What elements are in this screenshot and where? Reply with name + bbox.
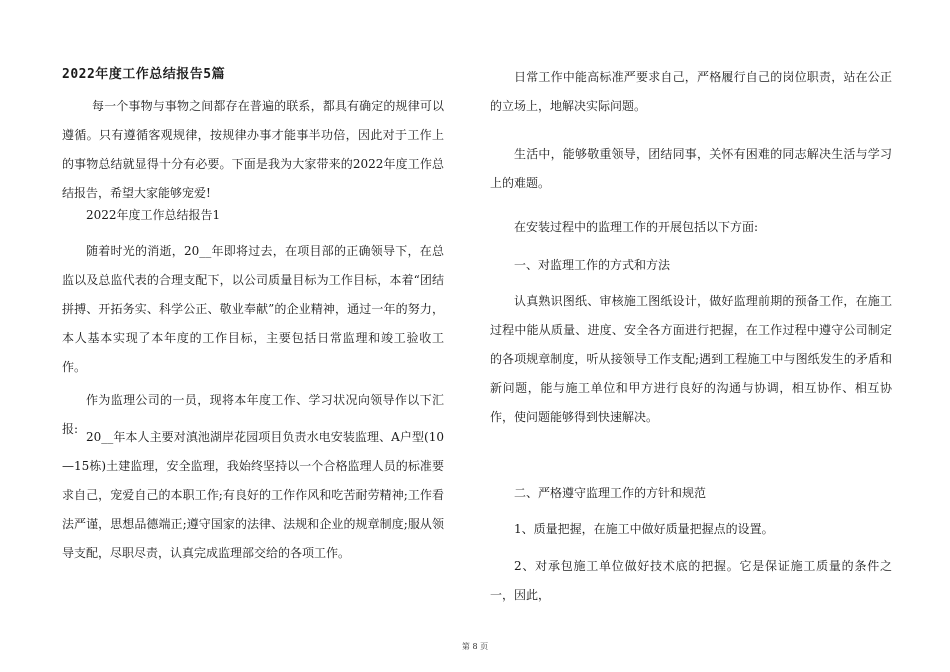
paragraph-quality-control: 1、质量把握，在施工中做好质量把握点的设置。 <box>514 522 774 536</box>
paragraph-report-intro: 作为监理公司的一员，现将本年度工作、学习状况向领导作以下汇报: <box>62 393 444 436</box>
paragraph-methods: 认真熟识图纸、审核施工图纸设计，做好监理前期的预备工作，在施工过程中能从质量、进度、安全各方面进行把握，在工作过程中遵守公司制定的各项规章制度，听从接领导工作支配;遇到工程施工中与图纸发生的矛盾和新问题，能与施工单位和甲方进行良好的沟通与协调，相互协作、相互协作，使问题能够得到快速解决。 <box>490 294 892 424</box>
paragraph-progress: 随着时光的消逝，20__年即将过去，在项目部的正确领导下，在总监以及总监代表的合理支配下，以公司质量目标为工作目标，本着“团结拼搏、开拓务实、科学公正、敬业奉献”的企业精神，通过一年的努力，本人基本实现了本年度的工作目标，主要包括日常监理和竣工验收工作。 <box>62 244 444 374</box>
section-heading-report-1: 2022年度工作总结报告1 <box>86 208 221 222</box>
document-title: 2022年度工作总结报告5篇 <box>62 67 226 82</box>
section-heading-methods: 一、对监理工作的方式和方法 <box>514 258 671 272</box>
paragraph-responsibilities: 20__年本人主要对滇池湖岸花园项目负责水电安装监理、A户型(10—15栋)土建监理，安全监理，我始终坚持以一个合格监理人员的标准要求自己，宠爱自己的本职工作;有良好的工作作风和吃苦耐劳精神;工作看法严谨，思想品德端正;遵守国家的法律、法规和企业的规章制度;服从领导支配，尽职尽责，认真完成监理部交给的各项工作。 <box>62 430 444 560</box>
paragraph-life: 生活中，能够敬重领导，团结同事，关怀有困难的同志解决生活与学习上的难题。 <box>490 147 892 190</box>
paragraph-install-intro: 在安装过程中的监理工作的开展包括以下方面: <box>514 220 759 234</box>
paragraph-daily-work: 日常工作中能高标准严要求自己，严格履行自己的岗位职责，站在公正的立场上，地解决实际问题。 <box>490 70 892 113</box>
page-number: 第 8 页 <box>461 642 489 651</box>
section-heading-policy: 二、严格遵守监理工作的方针和规范 <box>514 486 707 500</box>
paragraph-technical-control: 2、对承包施工单位做好技术底的把握。它是保证施工质量的条件之一，因此， <box>490 559 892 602</box>
intro-paragraph: 每一个事物与事物之间都存在普遍的联系，都具有确定的规律可以遵循。只有遵循客观规律，按规律办事才能事半功倍，因此对于工作上的事物总结就显得十分有必要。下面是我为大家带来的2022年度工作总结报告，希望大家能够宠爱! <box>62 99 444 200</box>
